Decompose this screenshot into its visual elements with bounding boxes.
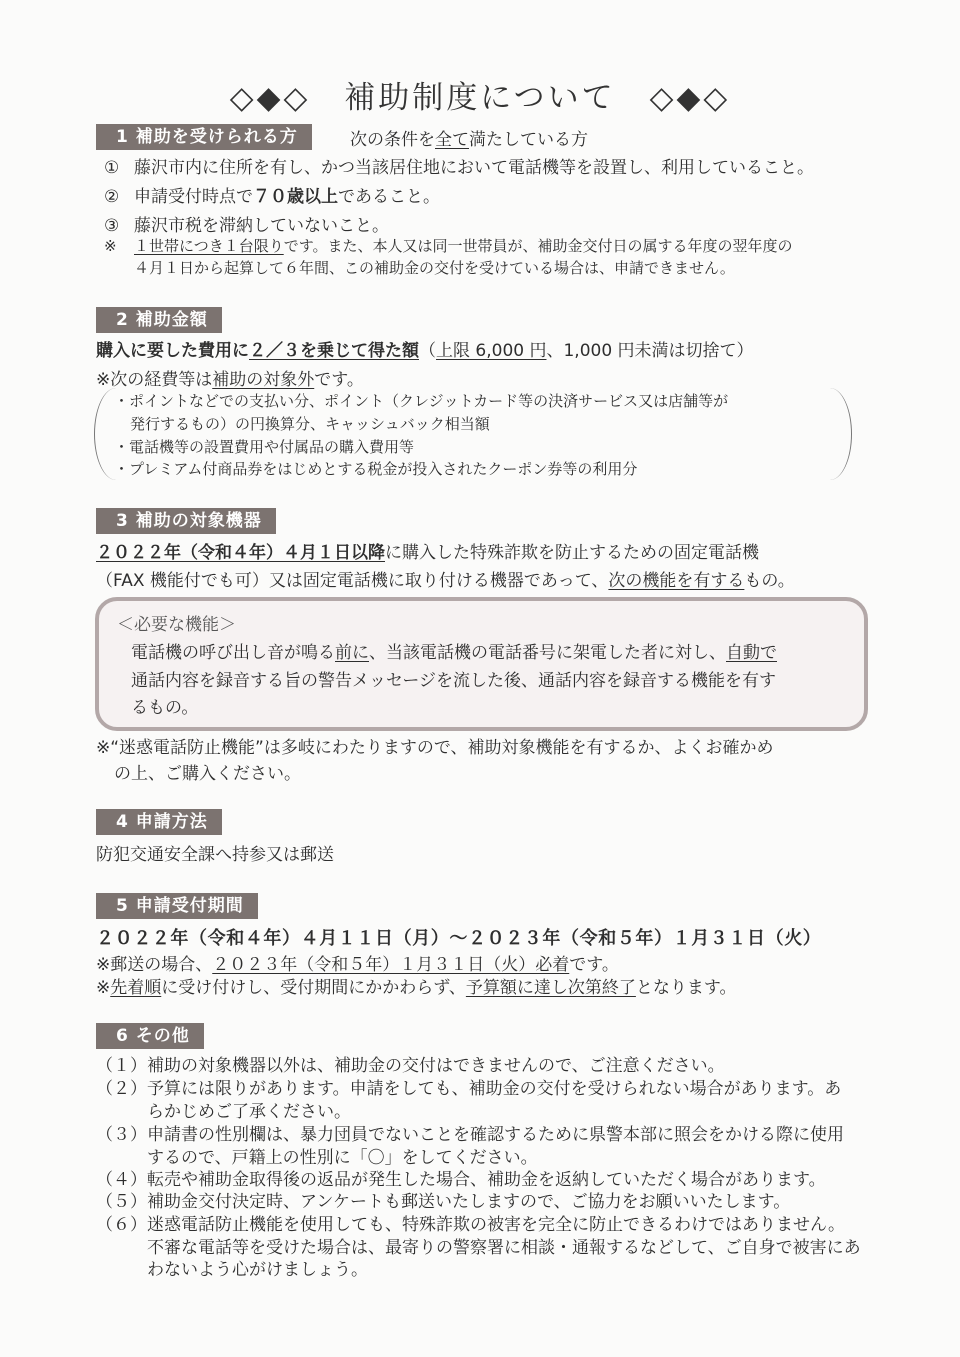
mail-deadline-note	[96, 950, 619, 975]
other-note-line: わないよう心がけましょう。	[96, 1260, 368, 1280]
other-note-line: するので、戸籍上の性別に「〇」をしてください。	[96, 1148, 538, 1168]
note-text: に受け付けし、受付期間にかかわらず、	[161, 978, 466, 998]
amount-rate: ２／３を乗じて得た額	[249, 341, 419, 361]
section-3-note-line-1: ※“迷惑電話防止機能”は多岐にわたりますので、補助対象機能を有するか、よくお確かめ	[96, 738, 774, 758]
note-mark: ※	[104, 237, 117, 255]
condition-text: 藤沢市税を滞納していないこと。	[134, 216, 389, 236]
excluded-costs-lead	[96, 365, 364, 390]
amount-rounding: 、1,000 円未満は切捨て）	[546, 341, 754, 361]
budget-end-emphasis: 予算額に達し次第終了	[465, 978, 636, 998]
required-function-title: ＜必要な機能＞	[117, 615, 236, 635]
target-device-text: （FAX 機能付でも可）又は固定電話機に取り付ける機器であって、	[96, 571, 609, 591]
note-text: です。また、本人又は同一世帯員が、補助金交付日の属する年度の翌年度の	[283, 237, 793, 255]
condition-1	[104, 153, 814, 178]
excluded-text-end: です。	[314, 370, 364, 390]
other-note-line: （４）転売や補助金取得後の返品が発生した場合、補助金を返納していただく場合があります。	[96, 1170, 826, 1190]
section-1-heading: 1 補助を受けられる方	[96, 124, 312, 150]
function-emphasis-before: 前に	[335, 643, 369, 663]
section-2-heading: 2 補助金額	[96, 307, 222, 333]
section-3-heading: 3 補助の対象機器	[96, 508, 276, 534]
condition-2	[104, 182, 440, 207]
other-note-line: （５）補助金交付決定時、アンケートも郵送いたしますので、ご協力をお願いいたします。	[96, 1192, 791, 1212]
note-text-end: です。	[569, 955, 619, 975]
required-function-emphasis: 次の機能を有する	[608, 571, 745, 591]
target-device-line-2	[96, 566, 795, 591]
other-note-line: （３）申請書の性別欄は、暴力団員でないことを確認するために県警本部に照会をかける際に使用	[96, 1125, 844, 1145]
required-function-line-3: るもの。	[131, 698, 199, 718]
section-6-heading: 6 その他	[96, 1023, 204, 1049]
application-period: ２０２２年（令和４年）４月１１日（月）～２０２３年（令和５年）１月３１日（火）	[96, 928, 822, 949]
required-function-line-2: 通話内容を録音する旨の警告メッセージを流した後、通話内容を録音する機能を有す	[131, 671, 776, 691]
subsidy-amount	[96, 336, 754, 361]
note-text: ※郵送の場合、	[96, 955, 213, 975]
section-1-note-line-2: ４月１日から起算して６年間、この補助金の交付を受けている場合は、申請できません。	[134, 259, 735, 277]
excluded-item-1-cont: 発行するもの）の円換算分、キャッシュバック相当額	[130, 415, 490, 433]
other-note-line: らかじめご了承ください。	[96, 1102, 351, 1122]
first-come-note	[96, 973, 737, 998]
excluded-text: ※次の経費等は	[96, 370, 213, 390]
excluded-item-2: ・電話機等の設置費用や付属品の購入費用等	[114, 438, 415, 456]
first-come-emphasis: 先着順	[110, 978, 162, 998]
excluded-item-1: ・ポイントなどでの支払い分、ポイント（クレジットカード等の決済サービス又は店舗等が	[114, 392, 729, 410]
required-function-line-1	[131, 638, 777, 663]
condition-number: ②	[104, 187, 120, 207]
lead-emphasis: 全て	[435, 130, 469, 150]
function-text: 電話機の呼び出し音が鳴る	[131, 643, 335, 663]
amount-limit: 上限 6,000 円	[436, 341, 547, 361]
page-title: ◇◆◇ 補助制度について ◇◆◇	[229, 80, 731, 116]
amount-paren: （	[419, 341, 436, 361]
other-note-line: （６）迷惑電話防止機能を使用しても、特殊詐欺の被害を完全に防止できるわけではありません。	[96, 1215, 846, 1235]
amount-text: 購入に要した費用に	[96, 341, 249, 361]
other-note-line: 不審な電話等を受けた場合は、最寄りの警察署に相談・通報するなどして、ご自身で被害にあ	[96, 1238, 861, 1258]
condition-text: 申請受付時点で	[134, 187, 253, 207]
function-emphasis-auto: 自動で	[726, 643, 777, 663]
note-text-end: となります。	[635, 978, 737, 998]
function-text: 、当該電話機の電話番号に架電した者に対し、	[369, 643, 726, 663]
purchase-date: ２０２２年（令和４年）４月１日以降	[96, 543, 385, 563]
section-1-note-line-1	[104, 235, 793, 256]
excluded-item-3: ・プレミアム付商品券をはじめとする税金が投入されたクーポン券等の利用分	[114, 460, 638, 478]
section-3-note-line-2: の上、ご購入ください。	[114, 764, 301, 784]
target-device-text: に購入した特殊詐欺を防止するための固定電話機	[385, 543, 759, 563]
condition-number: ③	[104, 216, 120, 236]
note-emphasis: １世帯につき１台限り	[134, 237, 284, 255]
section-5-heading: 5 申請受付期間	[96, 893, 258, 919]
lead-text: 次の条件を	[350, 130, 435, 150]
target-device-line-1	[96, 538, 759, 563]
condition-text: 藤沢市内に住所を有し、かつ当該居住地において電話機等を設置し、利用していること。	[134, 158, 814, 178]
condition-3	[104, 211, 389, 236]
other-note-line: （１）補助の対象機器以外は、補助金の交付はできませんので、ご注意ください。	[96, 1056, 725, 1076]
condition-age: ７０歳以上	[253, 187, 338, 207]
condition-number: ①	[104, 158, 120, 178]
other-note-line: （２）予算には限りがあります。申請をしても、補助金の交付を受けられない場合があります。あ	[96, 1079, 842, 1099]
lead-text-end: 満たしている方	[469, 130, 588, 150]
excluded-emphasis: 補助の対象外	[212, 370, 315, 390]
mail-deadline: ２０２３年（令和５年）１月３１日（火）必着	[212, 955, 570, 975]
note-mark: ※	[96, 978, 111, 998]
condition-text-end: であること。	[338, 187, 440, 207]
section-1-lead	[350, 125, 588, 150]
section-4-heading: 4 申請方法	[96, 809, 222, 835]
application-method: 防犯交通安全課へ持参又は郵送	[96, 845, 334, 865]
target-device-text-end: もの。	[744, 571, 795, 591]
